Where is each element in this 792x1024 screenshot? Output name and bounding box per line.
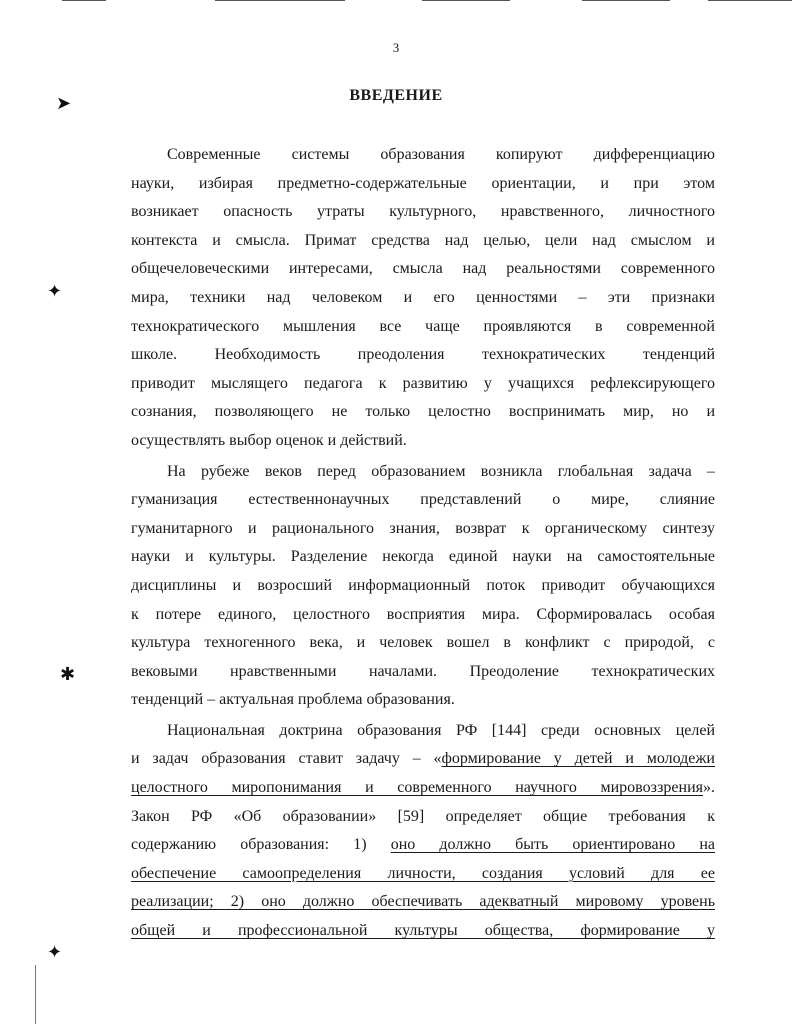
page-title: ВВЕДЕНИЕ	[349, 87, 443, 104]
text-line: реализации; 2) оно должно обеспечивать адекватный мировому уровень	[131, 893, 715, 911]
text-line: осуществлять выбор оценок и действий.	[131, 431, 407, 449]
text-line: общей и профессиональной культуры общества, формирование у	[131, 922, 715, 940]
scan-edge-rule	[62, 0, 106, 1]
text-line: возникает опасность утраты культурного, нравственного, личностного	[131, 203, 715, 221]
text-line: вековыми нравственными началами. Преодоление технократических	[131, 662, 715, 680]
text-line: науки, избирая предметно-содержательные ориентации, и при этом	[131, 174, 715, 192]
text-line: гуманитарного и рационального знания, возврат к органическому синтезу	[131, 519, 715, 537]
page-number: 3	[392, 40, 400, 55]
text-line: мира, техники над человеком и его ценностями – эти признаки	[131, 288, 715, 306]
text-line: приводит мыслящего педагога к развитию у учащихся рефлексирующего	[131, 374, 715, 392]
underlined-quote: целостного миропонимания и современного научного мировоззрения	[131, 779, 703, 797]
text-line: Закон РФ «Об образовании» [59] определяет общие требования к	[131, 807, 715, 825]
text-line: науки и культуры. Разделение некогда единой науки на самостоятельные	[131, 548, 715, 566]
text-line: культура техногенного века, и человек вошел в конфликт с природой, с	[131, 634, 715, 652]
scan-edge-rule	[35, 965, 36, 1024]
text-line: Национальная доктрина образования РФ [144] среди основных целей	[167, 721, 715, 739]
text-line: к потере единого, целостного восприятия мира. Сформировалась особая	[131, 605, 715, 623]
text-line: Современные системы образования копируют дифференциацию	[167, 146, 715, 163]
text-line: и задач образования ставит задачу – «формирование у детей и молодежи	[131, 750, 715, 768]
scan-edge-rule	[422, 0, 510, 1]
scan-speck-icon: ✦	[47, 281, 63, 301]
underlined-quote: оно должно быть ориентировано на	[390, 836, 715, 854]
text-line: общечеловеческими интересами, смысла над реальностями современного	[131, 260, 715, 278]
text-line: дисциплины и возросший информационный поток приводит обучающихся	[131, 576, 715, 594]
text-line: гуманизация естественнонаучных представлений о мире, слияние	[131, 491, 715, 509]
scan-speck-icon: ➤	[56, 93, 72, 113]
scan-speck-icon: ✱	[60, 664, 76, 684]
scan-edge-rule	[215, 0, 345, 1]
text-line: школе. Необходимость преодоления технократических тенденций	[131, 346, 715, 364]
text-line: целостного миропонимания и современного научного мировоззрения».	[131, 779, 715, 797]
paragraph-3	[131, 717, 715, 946]
body-text	[131, 141, 715, 946]
text-line: тенденций – актуальная проблема образования.	[131, 691, 455, 709]
text-line: технократического мышления все чаще проявляются в современной	[131, 317, 715, 335]
text-line: содержанию образования: 1) оно должно быть ориентировано на	[131, 836, 715, 854]
text-line: контекста и смысла. Примат средства над целью, цели над смыслом и	[131, 231, 715, 249]
scan-speck-icon: ✦	[47, 942, 63, 962]
scan-edge-rule	[708, 0, 792, 1]
text-line: обеспечение самоопределения личности, создания условий для ее	[131, 864, 715, 882]
paragraph-2	[131, 458, 715, 715]
scan-edge-rule	[582, 0, 670, 1]
paragraph-1	[131, 141, 715, 456]
text-line: На рубеже веков перед образованием возникла глобальная задача –	[167, 462, 715, 480]
text-line: сознания, позволяющего не только целостно воспринимать мир, но и	[131, 403, 715, 421]
underlined-quote: формирование у детей и молодежи	[441, 750, 715, 768]
